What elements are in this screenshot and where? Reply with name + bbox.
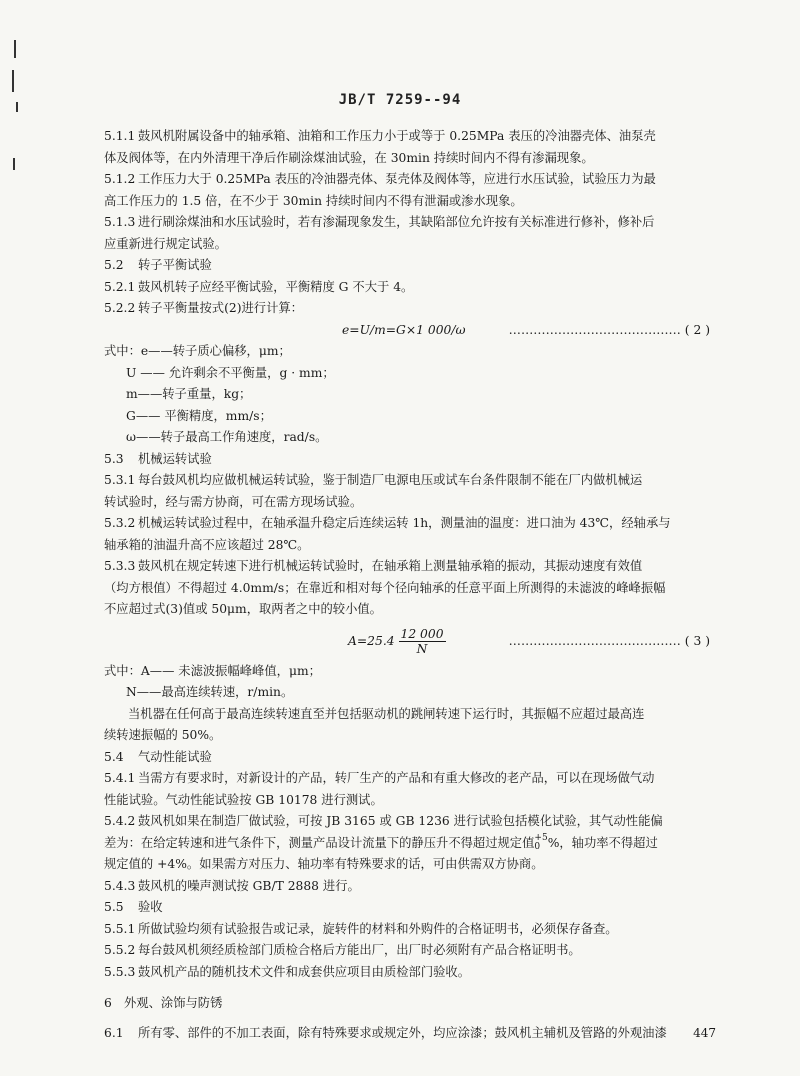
clause-5-4-1-cont: 性能试验。气动性能试验按 GB 10178 进行测试。 (104, 792, 383, 807)
clause-5-5-3 (104, 962, 710, 984)
section-title: 气动性能试验 (138, 749, 212, 764)
clause-5-1-1 (104, 126, 710, 148)
section-number: 5.3 (104, 451, 124, 466)
section-number: 5.2 (104, 258, 124, 272)
clause-text: 鼓风机如果在制造厂做试验，可按 JB 3165 或 GB 1236 进行试验包括模化试验，其气动性能偏 (138, 814, 663, 828)
clause-text: 工作压力大于 0.25MPa 表压的冷油器壳体、泵壳体及阀体等，应进行水压试验，试验压力为最 (138, 172, 656, 186)
clause-5-3-2-cont: 轴承箱的油温升高不应该超过 28℃。 (104, 537, 310, 552)
clause-5-1-3 (104, 212, 710, 234)
clause-number: 5.1.3 (104, 215, 136, 229)
formula-number (509, 631, 710, 653)
chapter-6-heading (104, 993, 710, 1015)
vibration-paragraph-cont: 续转速振幅的 50%。 (104, 728, 222, 742)
page-number: 447 (693, 1026, 716, 1040)
section-5-5-heading (104, 897, 710, 919)
clause-number: 5.2.2 (104, 301, 136, 315)
clause-text: 机械运转试验过程中，在轴承温升稳定后连续运转 1h，测量油的温度：进口油为 43℃，经轴承与 (138, 516, 671, 530)
where-item: ω——转子最高工作角速度，rad/s。 (126, 430, 328, 444)
clause-text: 进行刷涂煤油和水压试验时，若有渗漏现象发生，其缺陷部位允许按有关标准进行修补，修补后 (138, 215, 655, 229)
standard-code-header: JB/T 7259--94 (338, 92, 462, 108)
clause-number: 5.4.1 (104, 771, 136, 785)
clause-5-4-2-cont (104, 833, 710, 855)
clause-number: 5.5.1 (104, 921, 136, 936)
where-intro: 式中：A—— 未滤波振幅峰峰值，μm； (104, 663, 321, 678)
clause-5-4-3 (104, 876, 710, 898)
leader-dots: …………………………………… (508, 322, 681, 337)
clause-text: 所做试验均须有试验报告或记录，旋转件的材料和外购件的合格证明书，必须保存备查。 (138, 921, 618, 936)
clause-6-1 (104, 1023, 710, 1045)
clause-5-2-1 (104, 277, 710, 299)
clause-5-4-1 (104, 768, 710, 790)
formula-2 (104, 320, 710, 342)
clause-number: 5.3.1 (104, 473, 136, 487)
clause-text: 鼓风机附属设备中的轴承箱、油箱和工作压力小于或等于 0.25MPa 表压的冷油器壳体、油泵壳 (138, 129, 656, 143)
clause-number: 5.1.2 (104, 172, 136, 186)
clause-5-5-2 (104, 940, 710, 962)
clause-text: %，轴功率不得超过 (547, 835, 658, 850)
tolerance-lower: 0 (534, 842, 541, 852)
clause-5-3-3-cont: （均方根值）不得超过 4.0mm/s；在靠近和相对每个径向轴承的任意平面上所测得的未滤波的峰峰振幅 (104, 580, 666, 595)
clause-5-1-3-cont: 应重新进行规定试验。 (104, 236, 227, 251)
clause-number: 5.1.1 (104, 129, 136, 143)
leader-dots: …………………………………… (508, 633, 681, 648)
clause-number: 5.5.2 (104, 943, 136, 957)
fraction-denominator: N (416, 641, 428, 656)
clause-5-2-2 (104, 298, 710, 320)
where-item: m——转子重量，kg； (126, 387, 252, 401)
clause-number: 5.3.3 (104, 559, 136, 573)
document-body (104, 126, 710, 1044)
clause-5-3-3 (104, 556, 710, 578)
section-title: 验收 (138, 900, 163, 914)
clause-text: 每台鼓风机须经质检部门质检合格后方能出厂，出厂时必须附有产品合格证明书。 (138, 943, 581, 957)
section-5-2-heading (104, 255, 710, 277)
fraction (399, 627, 446, 656)
clause-5-1-1-cont: 体及阀体等，在内外清理干净后作刷涂煤油试验，在 30min 持续时间内不得有渗漏现象。 (104, 150, 594, 165)
formula-lhs: A=25.4 (348, 633, 395, 648)
equation-number: ( 3 ) (684, 633, 710, 648)
chapter-number: 6 (104, 996, 112, 1010)
clause-5-1-2 (104, 169, 710, 191)
clause-text: 每台鼓风机均应做机械运转试验，鉴于制造厂电源电压或试车台条件限制不能在厂内做机械运 (138, 473, 643, 487)
clause-5-3-2 (104, 513, 710, 535)
section-title: 机械运转试验 (138, 451, 212, 466)
clause-text: 转子平衡量按式(2)进行计算： (138, 301, 303, 315)
where-item: N——最高连续转速，r/min。 (126, 685, 294, 699)
section-number: 5.4 (104, 749, 124, 764)
tolerance (534, 834, 547, 852)
clause-number: 5.3.2 (104, 516, 136, 530)
section-number: 5.5 (104, 900, 124, 914)
section-title: 转子平衡试验 (138, 258, 212, 272)
where-intro: 式中：e——转子质心偏移，μm； (104, 344, 291, 358)
clause-5-3-3-cont: 不应超过式(3)值或 50μm，取两者之中的较小值。 (104, 602, 382, 616)
formula-number (509, 320, 710, 342)
fraction-numerator: 12 000 (400, 626, 444, 641)
clause-text: 鼓风机转子应经平衡试验，平衡精度 G 不大于 4。 (138, 279, 414, 294)
section-5-4-heading (104, 747, 710, 769)
tolerance-upper: +5 (534, 833, 548, 843)
clause-number: 6.1 (104, 1025, 124, 1040)
where-item: G—— 平衡精度，mm/s； (126, 408, 272, 423)
clause-text: 所有零、部件的不加工表面，除有特殊要求或规定外，均应涂漆；鼓风机主辅机及管路的外观油漆 (138, 1025, 667, 1040)
clause-5-1-2-cont: 高工作压力的 1.5 倍，在不少于 30min 持续时间内不得有泄漏或渗水现象。 (104, 193, 523, 208)
clause-text: 鼓风机的噪声测试按 GB/T 2888 进行。 (138, 878, 360, 893)
clause-text: 鼓风机产品的随机技术文件和成套供应项目由质检部门验收。 (138, 964, 471, 979)
clause-number: 5.4.2 (104, 814, 136, 828)
clause-5-3-1-cont: 转试验时，经与需方协商，可在需方现场试验。 (104, 494, 363, 509)
section-5-3-heading (104, 449, 710, 471)
equation-number: ( 2 ) (684, 322, 710, 337)
scan-margin-marks (8, 40, 28, 240)
clause-text: 鼓风机在规定转速下进行机械运转试验时，在轴承箱上测量轴承箱的振动，其振动速度有效值 (138, 559, 643, 573)
clause-number: 5.4.3 (104, 878, 136, 893)
clause-5-3-1 (104, 470, 710, 492)
vibration-paragraph: 当机器在任何高于最高连续转速直至并包括驱动机的跳闸转速下运行时，其振幅不应超过最高连 (128, 706, 645, 721)
chapter-title: 外观、涂饰与防锈 (124, 996, 223, 1010)
clause-5-4-2 (104, 811, 710, 833)
clause-number: 5.5.3 (104, 964, 136, 979)
clause-5-4-2-cont: 规定值的 +4%。如果需方对压力、轴功率有特殊要求的话，可由供需双方协商。 (104, 857, 544, 871)
clause-text: 差为：在给定转速和进气条件下，测量产品设计流量下的静压升不得超过规定值 (104, 835, 535, 850)
where-item: U —— 允许剩余不平衡量，g · mm； (126, 365, 335, 380)
formula-3 (104, 621, 710, 661)
formula-expression: e=U/m=G×1 000/ω (342, 322, 466, 337)
clause-number: 5.2.1 (104, 279, 136, 294)
formula-expression (348, 627, 446, 656)
clause-5-5-1 (104, 919, 710, 941)
clause-text: 当需方有要求时，对新设计的产品，转厂生产的产品和有重大修改的老产品，可以在现场做气动 (138, 771, 655, 785)
